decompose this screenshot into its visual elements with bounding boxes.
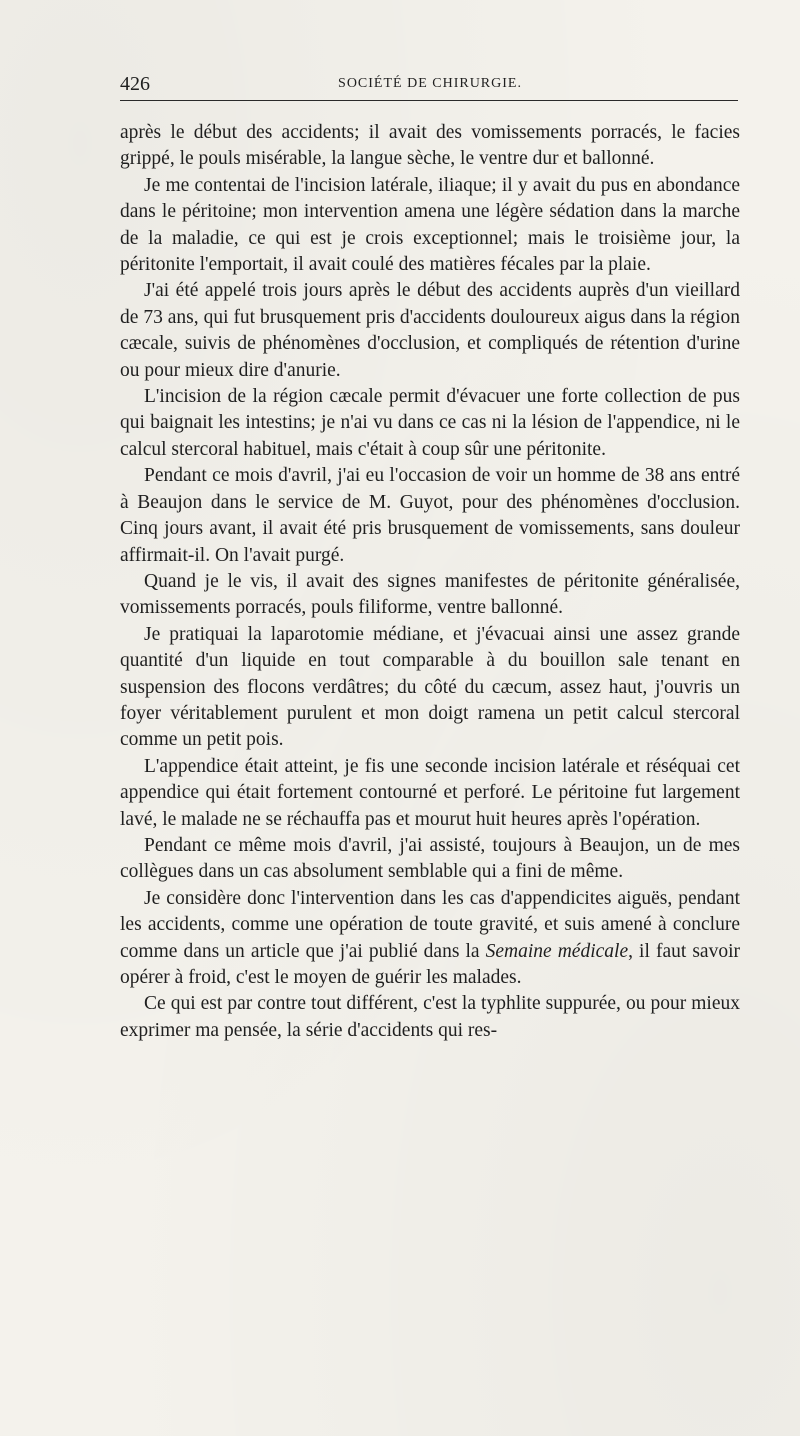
page-header: [120, 72, 740, 96]
paragraph: L'incision de la région cæcale permit d'évacuer une forte collection de pus qui baignait les intestins; je n'ai vu dans ce cas ni la lésion de l'appendice, ni le calcul stercoral habituel, mais c'était à coup sûr une péritonite.: [120, 386, 740, 460]
running-title: SOCIÉTÉ DE CHIRURGIE.: [338, 76, 522, 91]
paragraph-text: , il faut savoir opérer à froid, c'est le moyen de guérir les malades.: [120, 940, 740, 988]
paragraph: après le début des accidents; il avait des vomissements porracés, le facies grippé, le pouls misérable, la langue sèche, le ventre dur et ballonné.: [120, 122, 740, 170]
paragraph: [120, 886, 740, 992]
paragraph: Pendant ce même mois d'avril, j'ai assisté, toujours à Beaujon, un de mes collègues dans un cas absolument semblable qui a fini de même.: [120, 834, 740, 883]
paragraph: J'ai été appelé trois jours après le début des accidents auprès d'un vieillard de 73 ans, qui fut brusquement pris d'accidents douloureux aigus dans la région cæcale, suivis de phénomènes d'occlusion, et compliqués de rétention d'urine ou pour mieux dire d'anurie.: [120, 280, 740, 381]
paragraph: Je pratiquai la laparotomie médiane, et j'évacuai ainsi une assez grande quantité d'un liquide en tout comparable à du bouillon sale tenant en suspension des flocons verdâtres; du côté du cæcum, assez haut, j'ouvris un foyer véritablement purulent et mon doigt ramena un petit calcul stercoral comme un petit pois.: [120, 623, 740, 751]
paragraph: Pendant ce mois d'avril, j'ai eu l'occasion de voir un homme de 38 ans entré à Beaujon dans le service de M. Guyot, pour des phénomènes d'occlusion. Cinq jours avant, il avait été pris brusquement de vomissements, sans douleur affirmait-il. On l'avait purgé.: [120, 465, 740, 566]
journal-title: Semaine médicale: [485, 940, 629, 962]
header-rule: [120, 100, 738, 101]
paragraph: Je me contentai de l'incision latérale, iliaque; il y avait du pus en abondance dans le péritoine; mon intervention amena une légère sédation dans la marche de la maladie, ce qui est je crois exceptionnel; mais le troisième jour, la péritonite l'emportait, il avait coulé des matières fécales par la plaie.: [120, 174, 740, 276]
body-text: [120, 120, 740, 1044]
paragraph: Quand je le vis, il avait des signes manifestes de péritonite généralisée, vomissements porracés, pouls filiforme, ventre ballonné.: [120, 570, 740, 619]
paragraph: Ce qui est par contre tout différent, c'est la typhlite suppurée, ou pour mieux exprimer ma pensée, la série d'accidents qui res-: [120, 993, 740, 1041]
page-number: 426: [120, 73, 150, 95]
paragraph-text: Je considère donc l'intervention dans les cas d'appendicites aiguës, pendant les accidents, comme une opération de toute gravité, et suis amené à conclure comme dans un article que j'ai publié dans la: [120, 887, 740, 962]
paragraph: L'appendice était atteint, je fis une seconde incision latérale et réséquai cet appendice qui était fortement contourné et perforé. Le péritoine fut largement lavé, le malade ne se réchauffa pas et mourut huit heures après l'opération.: [120, 755, 740, 830]
